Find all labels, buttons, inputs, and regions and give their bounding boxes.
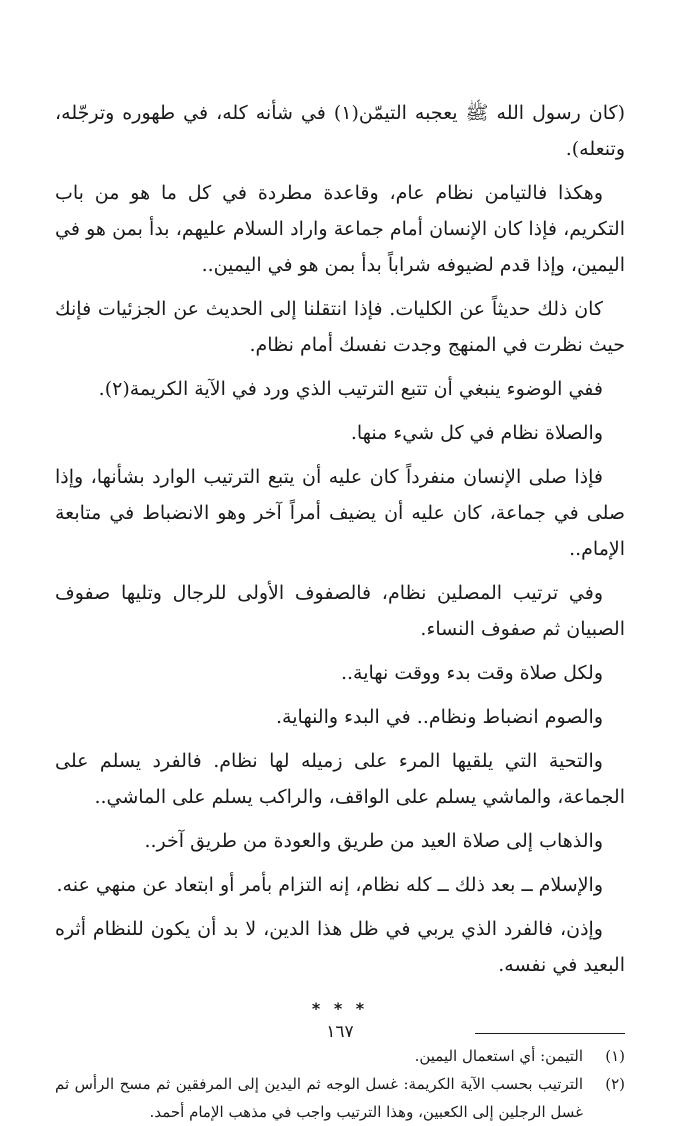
footnote-item [55, 1070, 625, 1126]
paragraph-2: وهكذا فالتيامن نظام عام، وقاعدة مطردة في كل ما هو من باب التكريم، فإذا كان الإنسان أمام جماعة واراد السلام عليهم، بدأ بمن هو في اليمين، وإذا قدم لضيوفه شراباً بدأ بمن هو في اليمين.. [55, 182, 625, 276]
paragraph-9: والصوم انضباط ونظام.. في البدء والنهاية. [276, 706, 603, 728]
paragraph-6: فإذا صلى الإنسان منفرداً كان عليه أن يتبع الترتيب الوارد بشأنها، وإذا صلى في جماعة، كان عليه أن يضيف أمراً آخر وهو الانضباط في متابعة الإمام.. [55, 466, 625, 560]
paragraph-12: والإسلام ــ بعد ذلك ــ كله نظام، إنه التزام بأمر أو ابتعاد عن منهي عنه. [56, 874, 603, 896]
section-separator: * * * [311, 999, 369, 1018]
footnote-text: الترتيب بحسب الآية الكريمة: غسل الوجه ثم اليدين إلى المرفقين ثم مسح الرأس ثم غسل الرجلين إلى الكعبين، وهذا الترتيب واجب في مذهب الإمام أحمد. [55, 1075, 583, 1121]
paragraph-8: ولكل صلاة وقت بدء ووقت نهاية.. [340, 662, 603, 684]
paragraph-3: كان ذلك حديثاً عن الكليات. فإذا انتقلنا إلى الحديث عن الجزئيات فإنك حيث نظرت في المنهج وجدت نفسك أمام نظام. [55, 298, 625, 356]
paragraph-13: وإذن، فالفرد الذي يربي في ظل هذا الدين، لا بد أن يكون للنظام أثره البعيد في نفسه. [55, 918, 625, 976]
footnote-number: (٢) [605, 1075, 625, 1093]
paragraph-7: وفي ترتيب المصلين نظام، فالصفوف الأولى للرجال وتليها صفوف الصبيان ثم صفوف النساء. [55, 582, 625, 640]
paragraph-11: والذهاب إلى صلاة العيد من طريق والعودة من طريق آخر.. [144, 830, 603, 852]
page-body [55, 95, 625, 1126]
paragraph-5: والصلاة نظام في كل شيء منها. [350, 422, 603, 444]
footnote-number: (١) [605, 1047, 625, 1065]
paragraph-1: (كان رسول الله ﷺ يعجبه التيمّن(١) في شأنه كله، في طهوره وترجّله، وتنعله). [55, 102, 625, 160]
page-number: ١٦٧ [326, 1022, 354, 1042]
footnotes [55, 1042, 625, 1126]
paragraph-10: والتحية التي يلقيها المرء على زميله لها نظام. فالفرد يسلم على الجماعة، والماشي يسلم على الواقف، والراكب يسلم على الماشي.. [55, 750, 625, 808]
footnote-item [55, 1042, 625, 1070]
paragraph-4: ففي الوضوء ينبغي أن تتبع الترتيب الذي ورد في الآية الكريمة(٢). [98, 378, 603, 400]
footnote-text: التيمن: أي استعمال اليمين. [414, 1047, 583, 1065]
